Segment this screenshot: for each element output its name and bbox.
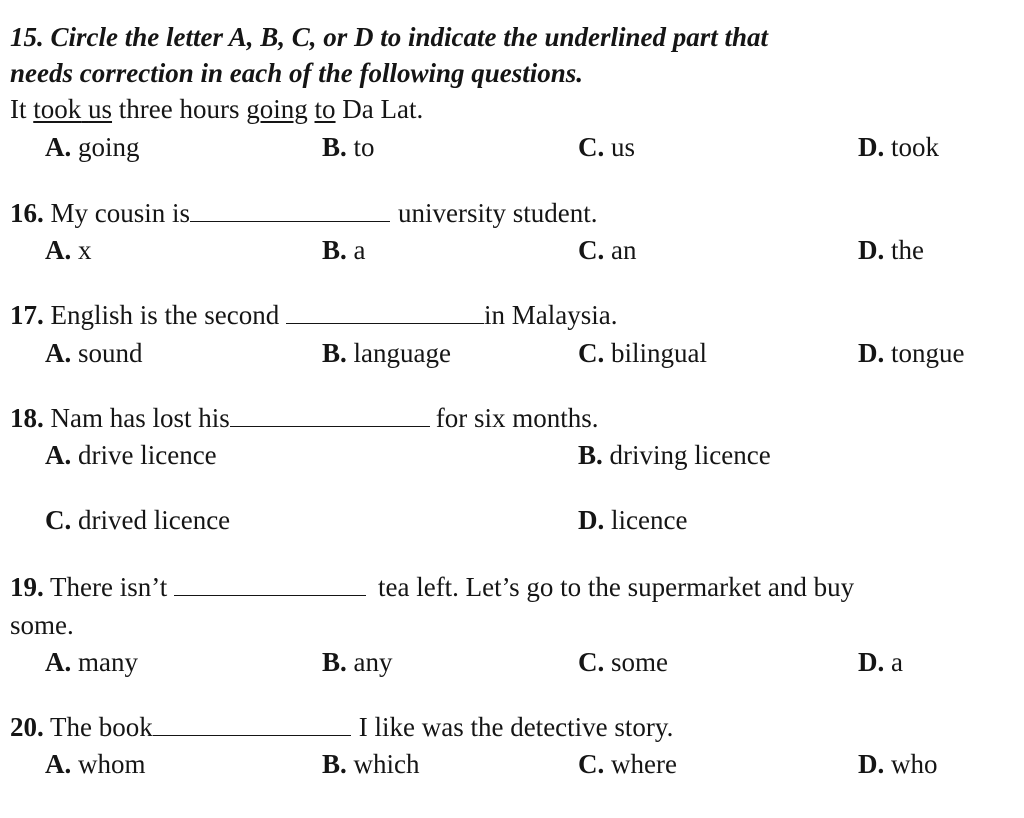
q15-underlined-took: took: [33, 94, 82, 124]
q16-option-d[interactable]: [858, 233, 924, 267]
instruction-line-2: needs correction in each of the following questions.: [10, 58, 584, 88]
option-text: where: [604, 749, 677, 779]
option-letter: A.: [45, 440, 72, 470]
option-letter: D.: [858, 647, 885, 677]
question-text-after: university student.: [398, 198, 598, 228]
q19-option-b[interactable]: [322, 645, 393, 679]
q15-option-d[interactable]: [858, 130, 939, 164]
q16-option-a[interactable]: [45, 233, 92, 267]
question-text-before: My cousin is: [43, 198, 191, 228]
q20-option-d[interactable]: [858, 747, 938, 781]
option-text: sound: [71, 338, 143, 368]
question-text-after: I like was the detective story.: [358, 712, 674, 742]
option-text: driving licence: [602, 440, 771, 470]
q15-text: three hours: [112, 94, 247, 124]
option-letter: D.: [858, 749, 885, 779]
option-text: drived licence: [71, 505, 231, 535]
answer-blank: [286, 301, 484, 324]
option-text: any: [346, 647, 393, 677]
question-number: 17.: [10, 300, 44, 330]
q15-option-b[interactable]: [322, 130, 375, 164]
option-text: licence: [604, 505, 688, 535]
q19-option-c[interactable]: [578, 645, 668, 679]
option-letter: D.: [858, 235, 885, 265]
q16-option-c[interactable]: [578, 233, 636, 267]
question-19-continuation: some.: [10, 610, 74, 640]
question-number: 20.: [10, 712, 44, 742]
question-17-sentence: [10, 298, 617, 332]
option-letter: B.: [322, 749, 347, 779]
option-letter: A.: [45, 132, 72, 162]
option-text: who: [884, 749, 938, 779]
q19-option-d[interactable]: [858, 645, 903, 679]
option-text: x: [71, 235, 92, 265]
q17-option-b[interactable]: [322, 336, 451, 370]
option-text: took: [884, 132, 940, 162]
option-letter: B.: [578, 440, 603, 470]
option-letter: A.: [45, 235, 72, 265]
option-letter: A.: [45, 338, 72, 368]
option-letter: A.: [45, 647, 72, 677]
question-number: 19.: [10, 572, 44, 602]
option-letter: B.: [322, 235, 347, 265]
question-text-before: There isn’t: [43, 572, 174, 602]
answer-blank: [190, 199, 390, 222]
question-number: 16.: [10, 198, 44, 228]
option-text: tongue: [884, 338, 965, 368]
q15-option-c[interactable]: [578, 130, 635, 164]
q18-option-b[interactable]: [578, 438, 771, 472]
question-text-after: in Malaysia.: [483, 300, 618, 330]
option-text: some: [604, 647, 668, 677]
option-letter: C.: [578, 235, 605, 265]
question-20-sentence: [10, 710, 673, 744]
q16-option-b[interactable]: [322, 233, 366, 267]
q17-option-a[interactable]: [45, 336, 143, 370]
q18-option-d[interactable]: [578, 503, 687, 537]
answer-blank: [174, 573, 366, 596]
q15-text: [308, 94, 315, 124]
option-letter: C.: [578, 132, 605, 162]
option-text: an: [604, 235, 637, 265]
question-text-after: for six months.: [435, 403, 599, 433]
question-16-sentence: [10, 196, 598, 230]
option-letter: B.: [322, 647, 347, 677]
answer-blank: [153, 713, 351, 736]
question-text-before: The book: [43, 712, 153, 742]
option-text: whom: [71, 749, 146, 779]
option-text: which: [346, 749, 420, 779]
option-letter: D.: [858, 132, 885, 162]
option-letter: C.: [578, 749, 605, 779]
option-text: the: [884, 235, 924, 265]
option-letter: C.: [578, 338, 605, 368]
question-number: 18.: [10, 403, 44, 433]
option-text: many: [71, 647, 138, 677]
option-text: a: [884, 647, 903, 677]
question-text-after: tea left. Let’s go to the supermarket and buy: [377, 572, 855, 602]
q18-option-c[interactable]: [45, 503, 230, 537]
q17-option-d[interactable]: [858, 336, 965, 370]
q15-underlined-space: [81, 94, 88, 124]
option-text: language: [346, 338, 451, 368]
option-text: drive licence: [71, 440, 217, 470]
question-15-sentence: [10, 92, 423, 126]
q15-underlined-to: to: [314, 94, 336, 124]
q15-underlined-us: us: [88, 94, 113, 124]
q15-text: Da Lat.: [335, 94, 424, 124]
q17-option-c[interactable]: [578, 336, 707, 370]
option-letter: D.: [858, 338, 885, 368]
q20-option-a[interactable]: [45, 747, 146, 781]
answer-blank: [230, 404, 430, 427]
option-text: us: [604, 132, 636, 162]
q15-text: It: [10, 94, 34, 124]
q15-underlined-going: going: [246, 94, 308, 124]
q18-option-a[interactable]: [45, 438, 217, 472]
option-letter: C.: [45, 505, 72, 535]
question-text-before: Nam has lost his: [43, 403, 230, 433]
q15-option-a[interactable]: [45, 130, 140, 164]
option-text: going: [71, 132, 140, 162]
option-text: a: [346, 235, 366, 265]
q20-option-c[interactable]: [578, 747, 677, 781]
instruction-line-1: 15. Circle the letter A, B, C, or D to indicate the underlined part that: [10, 22, 769, 52]
question-18-sentence: [10, 401, 599, 435]
q20-option-b[interactable]: [322, 747, 420, 781]
q19-option-a[interactable]: [45, 645, 138, 679]
question-19-sentence: [10, 570, 854, 604]
option-letter: B.: [322, 338, 347, 368]
option-letter: A.: [45, 749, 72, 779]
option-letter: B.: [322, 132, 347, 162]
option-letter: D.: [578, 505, 605, 535]
option-text: to: [346, 132, 375, 162]
option-text: bilingual: [604, 338, 707, 368]
question-text-before: English is the second: [43, 300, 286, 330]
option-letter: C.: [578, 647, 605, 677]
